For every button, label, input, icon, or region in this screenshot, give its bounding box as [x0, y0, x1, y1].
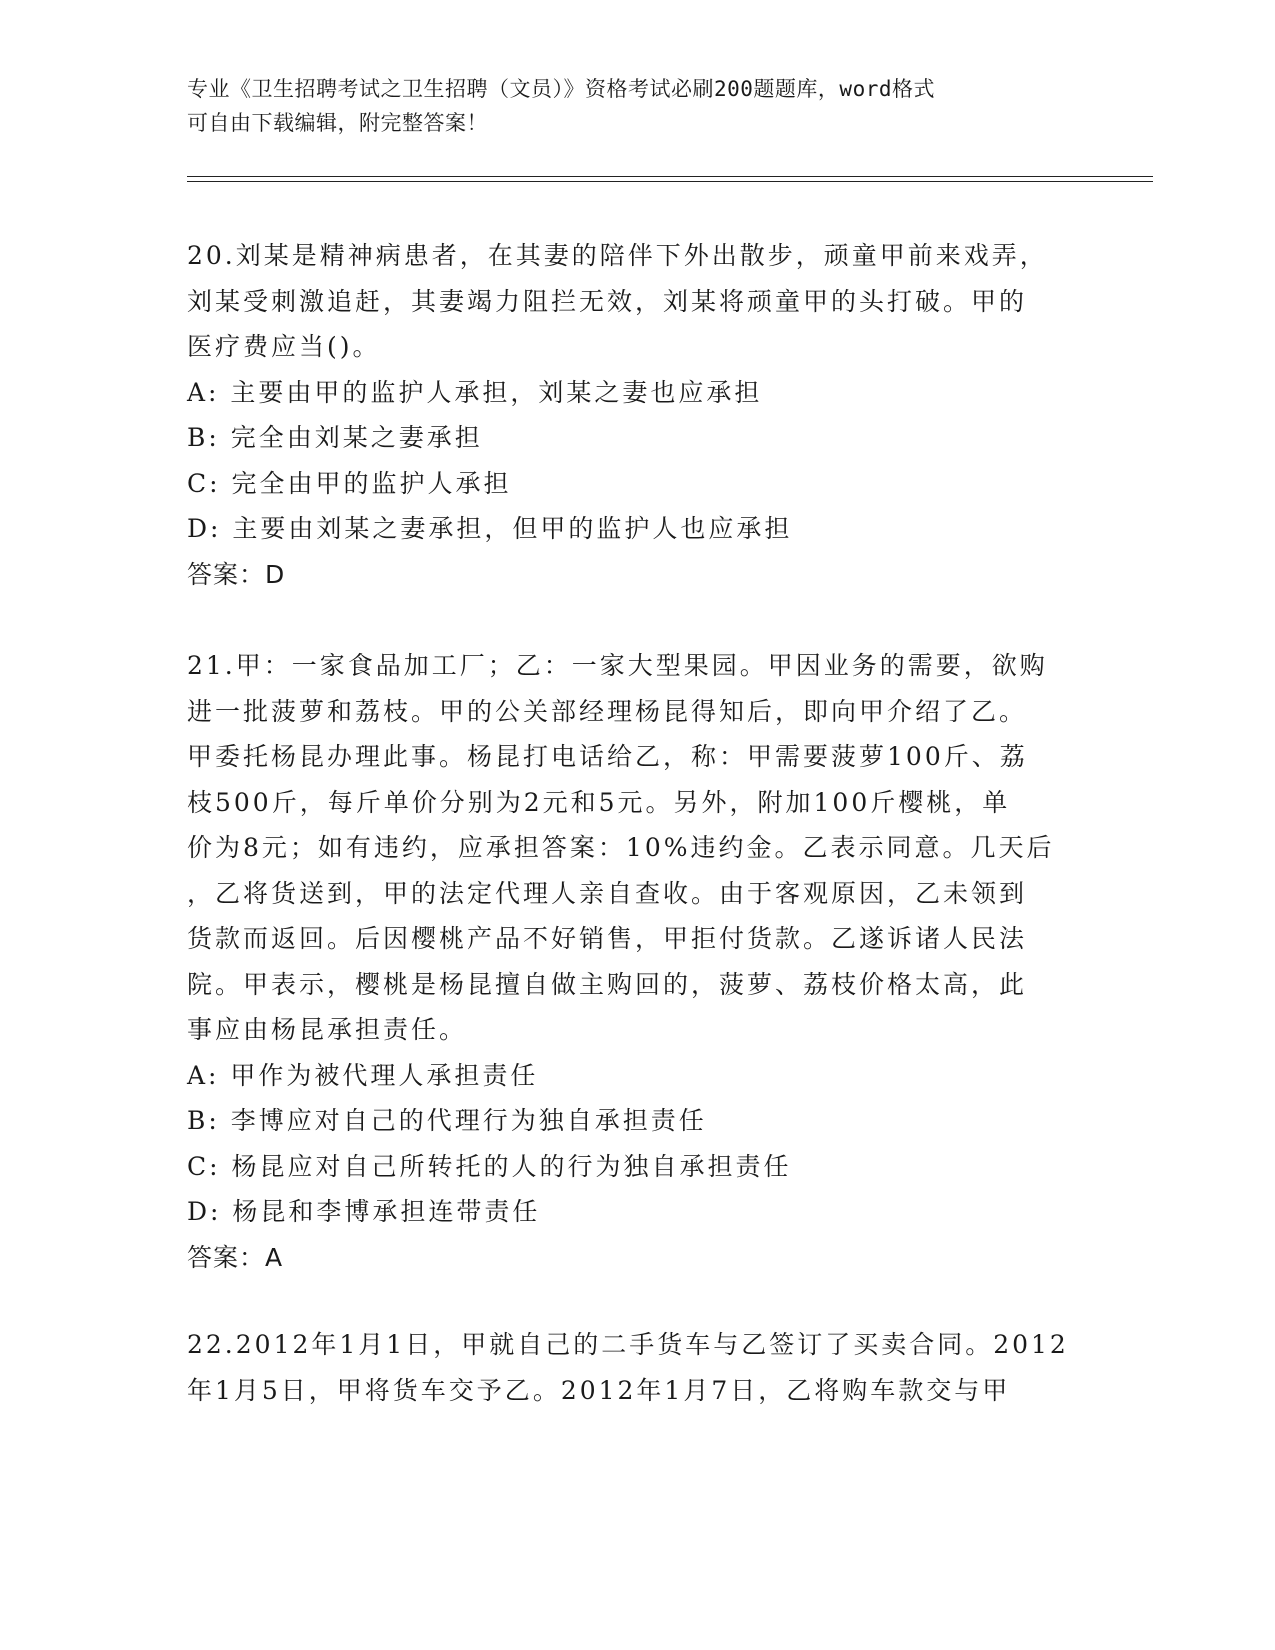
- header-divider-top: [187, 176, 1153, 177]
- option-c: C: 完全由甲的监护人承担: [187, 468, 512, 498]
- answer-line: 答案：D: [187, 559, 286, 589]
- question-stem: [187, 1322, 1087, 1413]
- header-line-1: 专业《卫生招聘考试之卫生招聘（文员）》资格考试必刷200题题库，word格式: [187, 77, 935, 101]
- question-20: [187, 233, 1087, 597]
- stem-line: ，乙将货送到，甲的法定代理人亲自查收。由于客观原因，乙未领到: [187, 878, 1028, 908]
- document-header: [187, 72, 1067, 140]
- stem-line: 进一批菠萝和荔枝。甲的公关部经理杨昆得知后，即向甲介绍了乙。: [187, 696, 1028, 726]
- stem-line: 枝500斤，每斤单价分别为2元和5元。另外，附加100斤樱桃，单: [187, 787, 1011, 817]
- header-divider-bottom: [187, 181, 1153, 182]
- option-b: B: 李博应对自己的代理行为独自承担责任: [187, 1106, 707, 1135]
- stem-line: 事应由杨昆承担责任。: [187, 1015, 468, 1044]
- stem-line: 院。甲表示，樱桃是杨昆擅自做主购回的，菠萝、荔枝价格太高，此: [187, 969, 1028, 999]
- option-a: A: 主要由甲的监护人承担，刘某之妻也应承担: [187, 377, 763, 407]
- option-b: B: 完全由刘某之妻承担: [187, 423, 483, 452]
- stem-line: 年1月5日，甲将货车交予乙。2012年1月7日，乙将购车款交与甲: [187, 1375, 1011, 1405]
- option-a: A: 甲作为被代理人承担责任: [187, 1060, 539, 1090]
- stem-line: 甲委托杨昆办理此事。杨昆打电话给乙，称：甲需要菠萝100斤、荔: [187, 742, 1028, 771]
- stem-line: 价为8元；如有违约，应承担答案：10%违约金。乙表示同意。几天后: [187, 833, 1055, 862]
- answer-line: 答案：A: [187, 1242, 284, 1272]
- option-c: C: 杨昆应对自己所转托的人的行为独自承担责任: [187, 1151, 792, 1181]
- question-21: [187, 643, 1087, 1280]
- stem-line: 20.刘某是精神病患者，在其妻的陪伴下外出散步，顽童甲前来戏弄，: [187, 241, 1048, 270]
- question-stem: [187, 643, 1087, 1053]
- stem-line: 刘某受刺激追赶，其妻竭力阻拦无效，刘某将顽童甲的头打破。甲的: [187, 286, 1028, 316]
- stem-line: 货款而返回。后因樱桃产品不好销售，甲拒付货款。乙遂诉诸人民法: [187, 924, 1028, 953]
- option-d: D: 杨昆和李博承担连带责任: [187, 1197, 541, 1226]
- stem-line: 22.2012年1月1日，甲就自己的二手货车与乙签订了买卖合同。2012: [187, 1330, 1069, 1359]
- stem-line: 医疗费应当()。: [187, 332, 381, 361]
- stem-line: 21.甲：一家食品加工厂；乙：一家大型果园。甲因业务的需要，欲购: [187, 651, 1048, 680]
- question-22: [187, 1322, 1087, 1413]
- header-line-2: 可自由下载编辑，附完整答案！: [187, 111, 488, 135]
- option-d: D: 主要由刘某之妻承担，但甲的监护人也应承担: [187, 514, 793, 543]
- question-stem: [187, 233, 1087, 370]
